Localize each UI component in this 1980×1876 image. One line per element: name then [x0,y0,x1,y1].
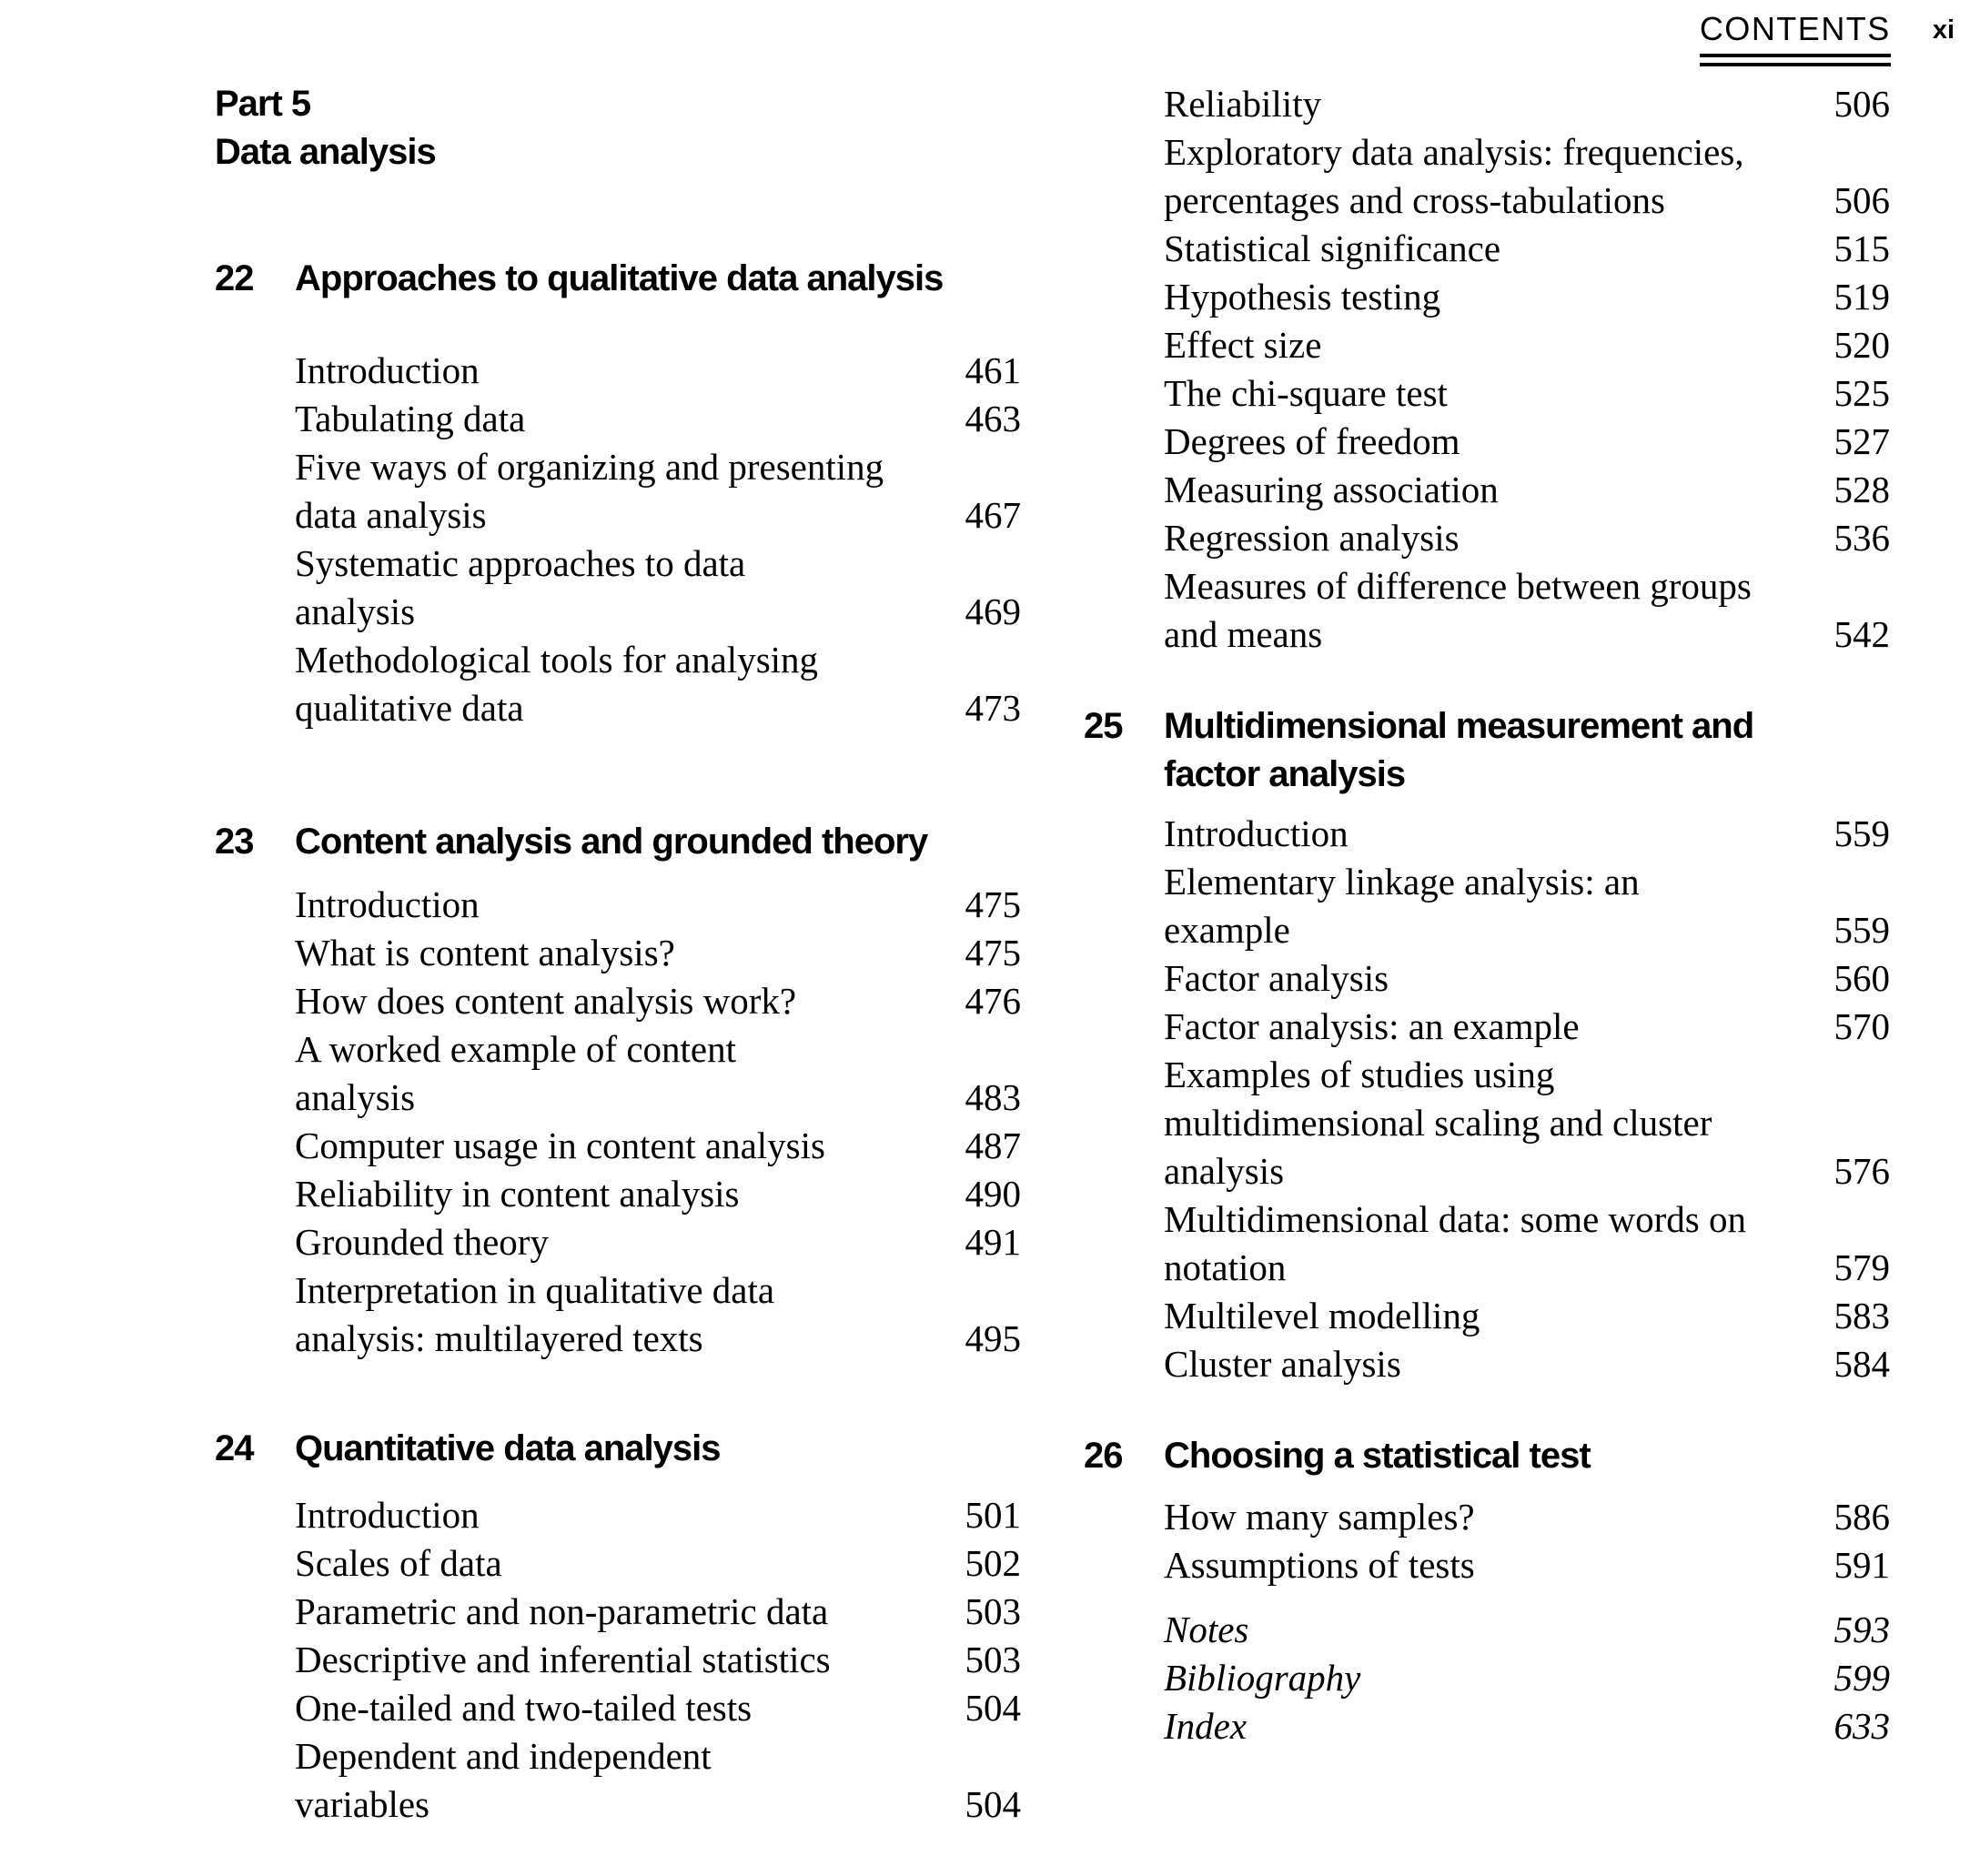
toc-entry-label: Factor analysis [1164,957,1389,999]
toc-entry-label: Assumptions of tests [1164,1544,1475,1586]
chapter-title-line: Quantitative data analysis [295,1428,721,1468]
chapter-number: 26 [1084,1436,1123,1476]
toc-entry-line [1164,1195,1890,1244]
toc-entry-label: Reliability [1164,83,1322,125]
toc-entry-page: 506 [1834,83,1890,125]
toc-entry-label: Degrees of freedom [1164,420,1460,462]
toc-entry-line [295,977,1021,1025]
toc-entry-label: Introduction [295,883,480,925]
toc-entry-line [295,1025,1021,1074]
toc-entry-line [295,1539,1021,1588]
toc-entry-line [1164,954,1890,1003]
toc-entry-label: Introduction [295,1494,480,1536]
toc-entry-line [1164,225,1890,273]
toc-entry-page: 528 [1834,469,1890,510]
chapter-number: 24 [215,1428,254,1468]
entry-list [295,347,1021,732]
toc-entry-line [1164,906,1890,954]
toc-entry-label: Notes [1164,1609,1249,1650]
toc-entry-label: multidimensional scaling and cluster [1164,1102,1712,1144]
page-title: CONTENTS [1699,10,1891,47]
toc-entry-label: Dependent and independent [295,1735,712,1777]
entry-list [295,1491,1021,1829]
toc-entry-label: Introduction [1164,812,1349,854]
toc-entry-line [295,588,1021,636]
toc-entry-line [1164,1003,1890,1051]
toc-entry-line [1164,1340,1890,1388]
toc-entry-page: 593 [1834,1609,1890,1650]
toc-entry-line [295,1684,1021,1732]
toc-entry-page: 483 [965,1076,1021,1118]
toc-entry-page: 591 [1834,1544,1890,1586]
chapter-block [215,818,1021,1363]
chapter-title-line: Choosing a statistical test [1164,1436,1591,1476]
title-double-rule [1700,54,1891,66]
chapter-block [1084,1432,1890,1589]
toc-entry-line [1164,610,1890,659]
toc-entry-line [1164,858,1890,906]
toc-entry-line [1164,273,1890,321]
toc-entry-line [1164,466,1890,514]
toc-entry-page: 570 [1834,1005,1890,1047]
toc-entry-line [1164,1292,1890,1340]
folio-page-number: xi [1932,15,1955,45]
toc-entry-line [295,881,1021,929]
toc-entry-line [295,1170,1021,1218]
toc-entry-page: 502 [965,1542,1021,1584]
toc-entry-page: 469 [965,590,1021,632]
toc-entry-label: Measures of difference between groups [1164,565,1752,607]
toc-entry-page: 519 [1834,276,1890,318]
toc-entry-line [295,1315,1021,1363]
entry-list [1164,1606,1890,1750]
toc-entry-line [295,1218,1021,1266]
toc-entry-line [1164,514,1890,562]
chapter-title [295,818,1021,866]
toc-entry-label: Elementary linkage analysis: an [1164,861,1640,903]
toc-entry-line [1164,1541,1890,1589]
toc-entry-line [295,929,1021,977]
toc-entry-label: Descriptive and inferential statistics [295,1639,831,1680]
toc-entry-page: 559 [1834,812,1890,854]
toc-entry-line [295,1266,1021,1315]
toc-entry-line [295,1491,1021,1539]
toc-entry-page: 467 [965,494,1021,536]
toc-entry-line [1164,128,1890,177]
toc-entry-page: 584 [1834,1343,1890,1385]
toc-entry-label: Systematic approaches to data [295,542,746,584]
entry-list [1164,810,1890,1388]
chapter-title [295,1425,1021,1473]
chapter-heading [1084,1432,1890,1480]
toc-entry-page: 495 [965,1317,1021,1359]
toc-entry-page: 599 [1834,1657,1890,1699]
toc-entry-page: 461 [965,349,1021,391]
toc-entry-page: 527 [1834,420,1890,462]
chapter-heading [215,818,1021,866]
chapter-heading [215,255,1021,303]
toc-entry-line [1164,1147,1890,1195]
chapter-block [1084,702,1890,1388]
toc-entry-label: Multidimensional data: some words on [1164,1198,1746,1240]
chapter-number: 22 [215,258,254,298]
toc-entry-label: Tabulating data [295,398,526,439]
toc-entry-line [1164,1099,1890,1147]
toc-columns [215,80,1890,1829]
toc-entry-line [1164,1493,1890,1541]
chapter-block [215,1425,1021,1829]
toc-entry-line [1164,1654,1890,1702]
toc-entry-page: 542 [1834,613,1890,655]
toc-entry-page: 504 [965,1687,1021,1729]
toc-entry-label: Cluster analysis [1164,1343,1401,1385]
chapter-title-line: Approaches to qualitative data analysis [295,258,944,298]
toc-entry-line [295,395,1021,443]
toc-entry-line [295,1074,1021,1122]
toc-entry-line [1164,1606,1890,1654]
toc-entry-label: Introduction [295,349,480,391]
toc-entry-line [1164,321,1890,369]
toc-column-left [215,80,1021,1829]
toc-entry-page: 476 [965,980,1021,1022]
toc-entry-line [1164,369,1890,418]
toc-entry-line [1164,1244,1890,1292]
entry-list [1164,80,1890,659]
toc-entry-line [1164,810,1890,858]
toc-entry-line [1164,1051,1890,1099]
chapter-title [1164,1432,1890,1480]
toc-entry-page: 515 [1834,227,1890,269]
toc-entry-label: Reliability in content analysis [295,1173,740,1215]
toc-entry-label: How does content analysis work? [295,980,797,1022]
toc-entry-line [295,347,1021,395]
toc-entry-label: Effect size [1164,324,1322,366]
toc-entry-label: Five ways of organizing and presenting [295,446,884,488]
toc-entry-line [1164,80,1890,128]
toc-entry-label: notation [1164,1246,1287,1288]
toc-entry-page: 473 [965,687,1021,729]
toc-entry-line [295,684,1021,732]
toc-entry-line [1164,418,1890,466]
toc-entry-label: The chi-square test [1164,372,1448,414]
toc-entry-line [1164,1702,1890,1750]
toc-entry-page: 463 [965,398,1021,439]
chapter-block [215,255,1021,732]
toc-entry-page: 490 [965,1173,1021,1215]
toc-entry-label: One-tailed and two-tailed tests [295,1687,753,1729]
toc-entry-page: 475 [965,883,1021,925]
toc-entry-page: 536 [1834,517,1890,559]
toc-entry-label: Parametric and non-parametric data [295,1590,829,1632]
toc-entry-label: Statistical significance [1164,227,1501,269]
toc-entry-label: What is content analysis? [295,932,675,973]
part-heading-line: Data analysis [215,132,436,172]
toc-entry-page: 525 [1834,372,1890,414]
part-heading-line: Part 5 [215,84,311,124]
toc-entry-label: Factor analysis: an example [1164,1005,1580,1047]
toc-column-right [1084,80,1890,1829]
contents-title-block [1700,11,1891,66]
page-header [1700,11,1955,66]
toc-entry-label: Computer usage in content analysis [295,1125,825,1166]
toc-entry-label: analysis [295,1076,416,1118]
toc-entry-page: 503 [965,1639,1021,1680]
toc-entry-page: 475 [965,932,1021,973]
chapter-title-line: Multidimensional measurement and [1164,706,1754,746]
toc-entry-label: Measuring association [1164,469,1499,510]
toc-entry-label: Bibliography [1164,1657,1361,1699]
toc-entry-label: Grounded theory [295,1221,549,1263]
toc-entry-page: 506 [1834,179,1890,221]
toc-entry-page: 576 [1834,1150,1890,1192]
toc-entry-label: data analysis [295,494,487,536]
toc-entry-line [295,540,1021,588]
toc-entry-label: analysis [1164,1150,1285,1192]
toc-entry-label: percentages and cross-tabulations [1164,179,1666,221]
toc-entry-page: 583 [1834,1295,1890,1336]
toc-entry-line [295,1636,1021,1684]
toc-entry-page: 520 [1834,324,1890,366]
backmatter-block [1084,1606,1890,1750]
toc-entry-label: and means [1164,613,1323,655]
toc-entry-label: Interpretation in qualitative data [295,1269,775,1311]
toc-entry-label: Regression analysis [1164,517,1460,559]
toc-entry-page: 586 [1834,1496,1890,1538]
chapter-number: 23 [215,822,254,862]
toc-entry-line [295,1780,1021,1829]
toc-entry-label: analysis [295,590,416,632]
toc-entry-line [295,443,1021,491]
toc-entry-page: 504 [965,1783,1021,1825]
toc-entry-label: example [1164,909,1290,951]
toc-entry-line [295,636,1021,684]
toc-entry-line [295,1732,1021,1780]
toc-entry-label: A worked example of content [295,1028,737,1070]
toc-entry-page: 579 [1834,1246,1890,1288]
part-heading [215,80,1021,177]
toc-entry-page: 559 [1834,909,1890,951]
toc-entry-label: Examples of studies using [1164,1054,1555,1095]
toc-entry-page: 501 [965,1494,1021,1536]
chapter-title-line: Content analysis and grounded theory [295,822,928,862]
toc-entry-label: qualitative data [295,687,524,729]
toc-entry-label: Multilevel modelling [1164,1295,1480,1336]
toc-entry-page: 560 [1834,957,1890,999]
toc-entry-page: 491 [965,1221,1021,1263]
runover-entries-block [1084,80,1890,659]
toc-entry-label: Index [1164,1705,1248,1747]
toc-entry-page: 487 [965,1125,1021,1166]
toc-entry-line [1164,177,1890,225]
entry-list [295,881,1021,1363]
toc-entry-label: Hypothesis testing [1164,276,1441,318]
toc-entry-line [295,1122,1021,1170]
toc-entry-label: Methodological tools for analysing [295,639,819,681]
toc-entry-label: Scales of data [295,1542,502,1584]
toc-entry-page: 633 [1834,1705,1890,1747]
chapter-title-line: factor analysis [1164,754,1406,794]
toc-entry-label: analysis: multilayered texts [295,1317,703,1359]
toc-entry-label: How many samples? [1164,1496,1475,1538]
entry-list [1164,1493,1890,1589]
chapter-title [1164,702,1890,799]
toc-entry-line [295,1588,1021,1636]
toc-entry-label: variables [295,1783,429,1825]
toc-entry-line [295,491,1021,540]
toc-entry-label: Exploratory data analysis: frequencies, [1164,131,1744,173]
chapter-title [295,255,1021,303]
chapter-number: 25 [1084,706,1123,746]
toc-entry-line [1164,562,1890,610]
toc-entry-page: 503 [965,1590,1021,1632]
chapter-heading [1084,702,1890,799]
chapter-heading [215,1425,1021,1473]
